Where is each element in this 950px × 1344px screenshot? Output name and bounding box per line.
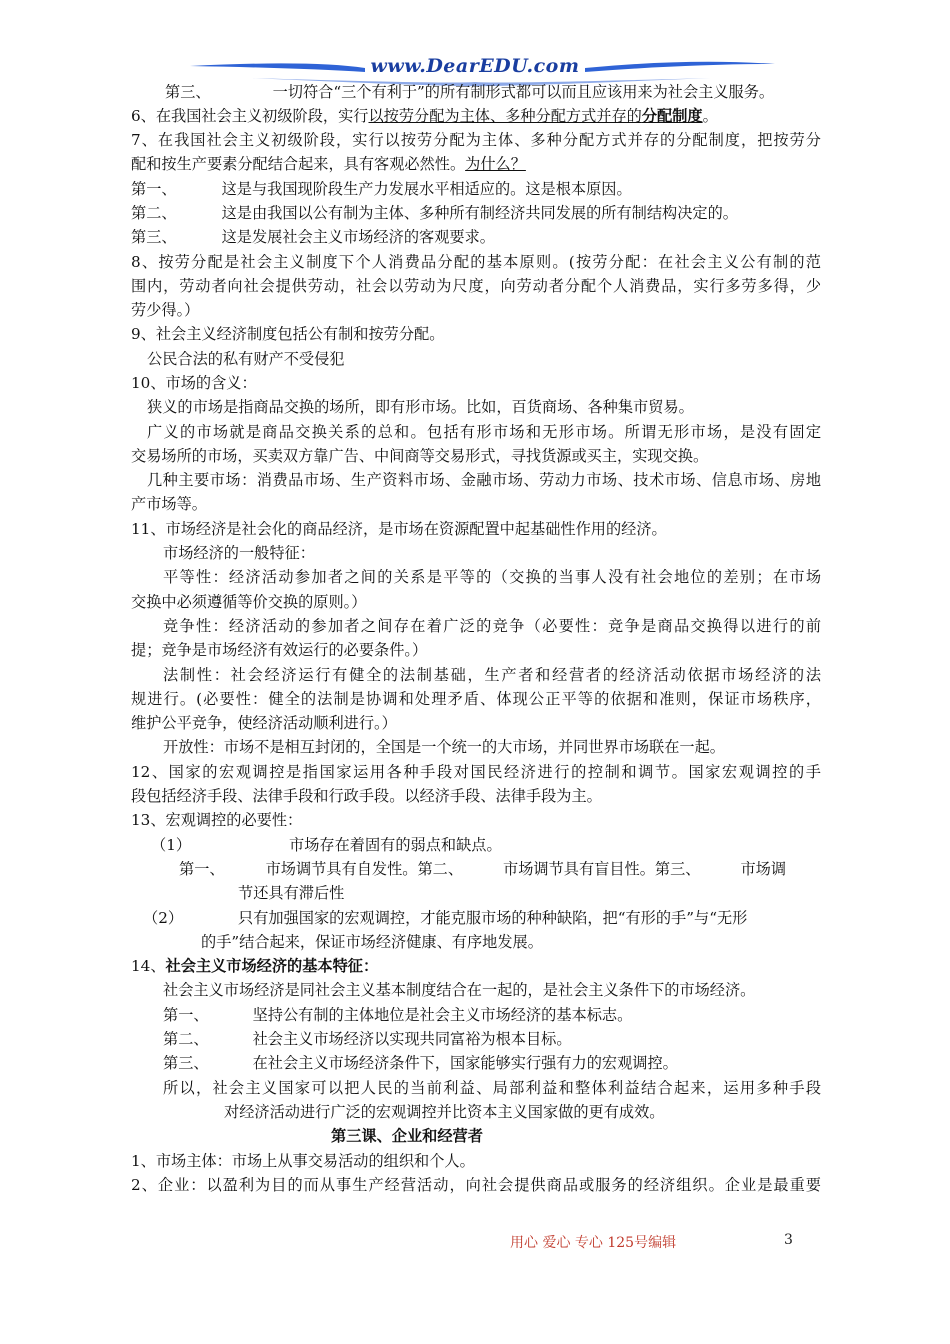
line-13: 10、市场的含义： [131,374,257,392]
line-35: （2） 只有加强国家的宏观调控，才能克服市场的种种缺陷，把“有形的手”与“无形 [143,909,748,927]
line-29: 12、国家的宏观调控是指国家运用各种手段对国民经济进行的控制和调节。国家宏观调控的手 [131,763,821,781]
line-1: 第三、 一切符合“三个有利于”的所有制形式都可以而且应该用来为社会主义服务。 [165,83,775,101]
point-label: 第二、 [163,1030,209,1048]
line-22: 交换中必须遵循等价交换的原则。） [131,593,367,611]
line-7: 第三、 这是发展社会主义市场经济的客观要求。 [131,228,495,246]
line-38: 社会主义市场经济是同社会主义基本制度结合在一起的，是社会主义条件下的市场经济。 [163,981,756,999]
line-18: 产市场等。 [131,495,207,513]
line-42: 所以，社会主义国家可以把人民的当前利益、局部利益和整体利益结合起来，运用多种手段 [163,1079,821,1097]
lesson-title: 第三课、企业和经营者 [331,1127,483,1145]
line-8: 8、按劳分配是社会主义制度下个人消费品分配的基本原则。(按劳分配：在社会主义公有制的范 [131,253,821,271]
line-10: 劳少得。） [131,301,200,319]
line-14: 狭义的市场是指商品交换的场所，即有形市场。比如，百货商场、各种集市贸易。 [147,398,694,416]
line-24: 提；竞争是市场经济有效运行的必要条件。） [131,641,428,659]
line-2: 6、在我国社会主义初级阶段，实行以按劳分配为主体、多种分配方式并存的分配制度。 [131,107,718,125]
point-label: 第一、 [179,860,225,878]
line-9: 围内，劳动者向社会提供劳动，社会以劳动为尺度，向劳动者分配个人消费品，实行多劳多得，少 [131,277,821,295]
line-23: 竞争性：经济活动的参加者之间存在着广泛的竞争（必要性：竞争是商品交换得以进行的前 [163,617,821,635]
line-37: 14、社会主义市场经济的基本特征： [131,957,379,975]
point-label: 第一、 [163,1006,209,1024]
list-marker: （2） [143,909,184,927]
line-26: 规进行。(必要性：健全的法制是协调和处理矛盾、体现公正平等的依据和准则，保证市场秩序， [131,690,821,708]
line-20: 市场经济的一般特征： [163,544,315,562]
point-label: 第三、 [163,1054,209,1072]
line-41: 第三、 在社会主义市场经济条件下，国家能够实行强有力的宏观调控。 [163,1054,678,1072]
line-6: 第二、 这是由我国以公有制为主体、多种所有制经济共同发展的所有制结构决定的。 [131,204,738,222]
point-label: 第二、 [131,204,177,222]
page-number: 3 [784,1232,793,1248]
line-36: 的手”结合起来，保证市场经济健康、有序地发展。 [201,933,543,951]
line-34: 节还具有滞后性 [238,884,345,902]
point-label: 第三、 [165,83,211,101]
line-45: 1、市场主体：市场上从事交易活动的组织和个人。 [131,1152,475,1170]
section-heading-bold: 社会主义市场经济的基本特征： [165,957,379,975]
bold-term: 分配制度 [641,107,703,125]
line-32: （1） 市场存在着固有的弱点和缺点。 [151,836,502,854]
line-17: 几种主要市场：消费品市场、生产资料市场、金融市场、劳动力市场、技术市场、信息市场、房地 [147,471,821,489]
line-28: 开放性：市场不是相互封闭的，全国是一个统一的大市场，并同世界市场联在一起。 [163,738,725,756]
line-21: 平等性：经济活动参加者之间的关系是平等的（交换的当事人没有社会地位的差别；在市场 [163,568,821,586]
footer-note: 用心 爱心 专心 125号编辑 [510,1235,677,1251]
line-5: 第一、 这是与我国现阶段生产力发展水平相适应的。这是根本原因。 [131,180,632,198]
point-label: 第三、 [131,228,177,246]
line-27: 维护公平竞争，使经济活动顺利进行。） [131,714,397,732]
line-33: 第一、 市场调节具有自发性。第二、 市场调节具有盲目性。第三、 市场调 [179,860,786,878]
question-underlined: 为什么？ [465,155,526,173]
line-15: 广义的市场就是商品交换关系的总和。包括有形市场和无形市场。所谓无形市场，是没有固定 [147,423,821,441]
line-16: 交易场所的市场，买卖双方靠广告、中间商等交易形式，寻找货源或买主，实现交换。 [131,447,709,465]
brand-text: www.DearEDU.com [370,55,580,77]
line-31: 13、宏观调控的必要性： [131,811,303,829]
line-25: 法制性：社会经济运行有健全的法制基础，生产者和经营者的经济活动依据市场经济的法 [163,666,821,684]
line-46: 2、企业：以盈利为目的而从事生产经营活动，向社会提供商品或服务的经济组织。企业是最重要 [131,1176,821,1194]
line-43: 对经济活动进行广泛的宏观调控并比资本主义国家做的更有成效。 [224,1103,665,1121]
line-40: 第二、 社会主义市场经济以实现共同富裕为根本目标。 [163,1030,572,1048]
point-label: 第一、 [131,180,177,198]
line-12: 公民合法的私有财产不受侵犯 [147,350,345,368]
line-4: 配和按生产要素分配结合起来，具有客观必然性。为什么？ [131,155,526,173]
underlined-phrase: 以按劳分配为主体、多种分配方式并存的 [368,107,642,125]
line-19: 11、市场经济是社会化的商品经济，是市场在资源配置中起基础性作用的经济。 [131,520,667,538]
line-11: 9、社会主义经济制度包括公有制和按劳分配。 [131,325,445,343]
line-39: 第一、 坚持公有制的主体地位是社会主义市场经济的基本标志。 [163,1006,633,1024]
line-30: 段包括经济手段、法律手段和行政手段。以经济手段、法律手段为主。 [131,787,602,805]
list-marker: （1） [151,836,192,854]
line-3: 7、在我国社会主义初级阶段，实行以按劳分配为主体、多种分配方式并存的分配制度，把按劳分 [131,131,821,149]
